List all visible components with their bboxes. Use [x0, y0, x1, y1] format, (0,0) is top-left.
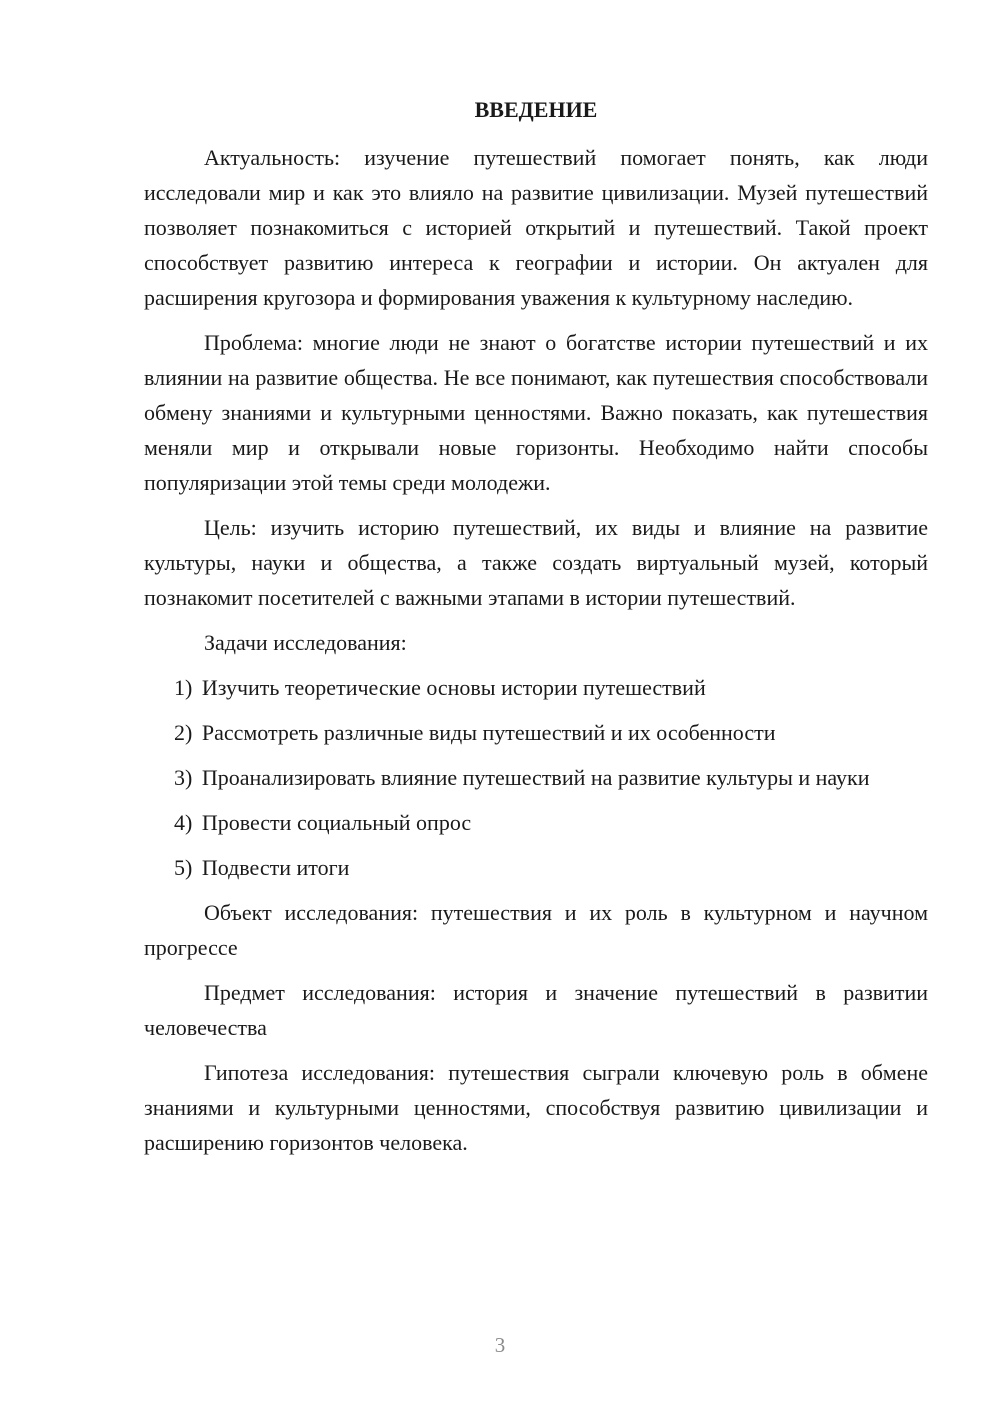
- task-number: 1): [174, 675, 193, 700]
- task-text: Рассмотреть различные виды путешествий и их особенности: [201, 720, 776, 745]
- task-text: Подвести итоги: [201, 855, 350, 880]
- paragraph-hypothesis: Гипотеза исследования: путешествия сыграли ключевую роль в обмене знаниями и культурными ценностями, способствуя развитию цивилизации и расширению горизонтов человека.: [144, 1060, 928, 1155]
- task-item: [144, 805, 928, 840]
- task-item: [144, 670, 928, 705]
- paragraph-subject: Предмет исследования: история и значение путешествий в развитии человечества: [144, 980, 928, 1040]
- task-item: [144, 715, 928, 750]
- paragraph-object: Объект исследования: путешествия и их роль в культурном и научном прогрессе: [144, 900, 928, 960]
- task-number: 2): [174, 720, 193, 745]
- task-number: 5): [174, 855, 193, 880]
- paragraph-tasks-heading: Задачи исследования:: [204, 630, 407, 655]
- section-title: ВВЕДЕНИЕ: [474, 97, 598, 122]
- task-text: Изучить теоретические основы истории путешествий: [201, 675, 706, 700]
- paragraph-relevance: Актуальность: изучение путешествий помогает понять, как люди исследовали мир и как это влияло на развитие цивилизации. Музей путешествий позволяет познакомиться с историей открытий и путешествий. Такой проект способствует развитию интереса к географии и истории. Он актуален для расширения кругозора и формирования уважения к культурному наследию.: [144, 145, 928, 310]
- task-item: [144, 850, 928, 885]
- task-text: Провести социальный опрос: [201, 810, 472, 835]
- page-number: 3: [494, 1333, 506, 1357]
- document-body: [144, 96, 928, 1170]
- task-number: 4): [174, 810, 193, 835]
- paragraph-goal: Цель: изучить историю путешествий, их виды и влияние на развитие культуры, науки и общества, а также создать виртуальный музей, который познакомит посетителей с важными этапами в истории путешествий.: [144, 515, 928, 610]
- task-number: 3): [174, 765, 193, 790]
- task-text: Проанализировать влияние путешествий на развитие культуры и науки: [201, 765, 870, 790]
- paragraph-problem: Проблема: многие люди не знают о богатстве истории путешествий и их влиянии на развитие общества. Не все понимают, как путешествия способствовали обмену знаниями и культурными ценностями. Важно показать, как путешествия меняли мир и открывали новые горизонты. Необходимо найти способы популяризации этой темы среди молодежи.: [144, 330, 928, 495]
- task-item: [144, 760, 928, 795]
